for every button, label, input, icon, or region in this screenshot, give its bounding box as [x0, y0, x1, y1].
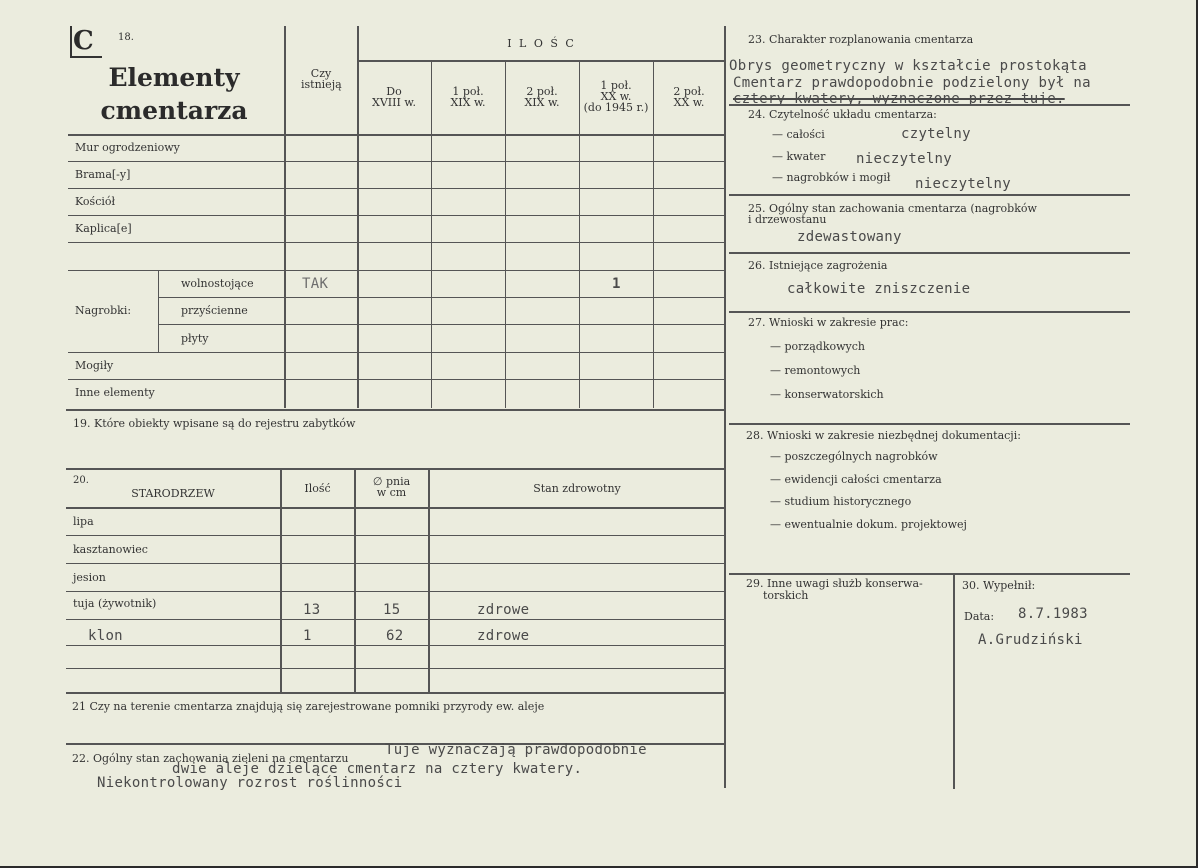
s27-item-1: — remontowych	[770, 364, 861, 377]
s24-kwater-label: — kwater	[772, 150, 826, 163]
grid-line	[729, 252, 1130, 254]
czy-istnieja-header: Czy istnieją	[301, 67, 342, 91]
row-label-mur: Mur ogrodzeniowy	[75, 141, 180, 154]
section-27-label: 27. Wnioski w zakresie prac:	[748, 316, 909, 329]
period-header-3: 1 poł. XX w. (do 1945 r.)	[583, 79, 649, 114]
period-header-2: 2 poł. XIX w.	[524, 85, 560, 109]
grid-line	[280, 468, 282, 692]
grid-line	[66, 645, 725, 646]
section-25-label-1: 25. Ogólny stan zachowania cmentarza (nagrobków	[748, 202, 1037, 215]
grid-line	[729, 573, 1130, 575]
grid-line	[68, 161, 725, 162]
section-19-label: 19. Które obiekty wpisane są do rejestru zabytków	[73, 417, 356, 430]
section-25-label-2: i drzewostanu	[748, 213, 827, 226]
grid-line	[66, 507, 725, 509]
grid-line	[68, 242, 725, 243]
pnia-column-header: ∅ pnia w cm	[372, 475, 411, 499]
tree-label-lipa: lipa	[73, 515, 94, 528]
tree-label-kasztanowiec: kasztanowiec	[73, 543, 148, 556]
grid-line	[357, 60, 725, 62]
grid-line	[66, 535, 725, 536]
entry-klon-ilosc: 1	[303, 628, 312, 644]
s28-item-2: — studium historycznego	[770, 495, 912, 508]
row-label-przyscienne: przyścienne	[181, 304, 248, 317]
row-label-kosciol: Kościół	[75, 195, 116, 208]
period-header-0: Do XVIII w.	[372, 85, 416, 109]
entry-zagrozenia: całkowite zniszczenie	[787, 281, 971, 297]
entry-s22-line2: dwie aleje dzielące cmentarz na cztery kwatery.	[172, 761, 583, 777]
grid-line	[68, 134, 725, 136]
entry-klon-stan: zdrowe	[477, 628, 530, 644]
entry-s22-line3: Niekontrolowany rozrost roślinności	[97, 775, 403, 791]
grid-line	[428, 468, 430, 692]
grid-line	[953, 573, 955, 789]
grid-line	[431, 60, 432, 408]
grid-line	[729, 194, 1130, 196]
grid-line	[505, 60, 506, 408]
s28-item-1: — ewidencji całości cmentarza	[770, 473, 942, 486]
data-label: Data:	[964, 610, 995, 623]
elements-title-line1: Elementy	[108, 63, 240, 92]
grid-line	[66, 468, 725, 470]
stan-zdrowotny-header: Stan zdrowotny	[533, 482, 621, 495]
section-20-number: 20.	[73, 475, 89, 486]
grid-line	[354, 468, 356, 692]
ilosc-header: I L O Ś C	[507, 37, 576, 50]
starodrzew-header: STARODRZEW	[131, 487, 215, 500]
grid-line	[729, 104, 1130, 106]
grid-line	[68, 215, 725, 216]
grid-line	[158, 324, 725, 325]
ilosc-column-header: Ilość	[304, 482, 331, 495]
section-30-label: 30. Wypełnił:	[962, 579, 1036, 592]
grid-line	[158, 297, 725, 298]
entry-wolnostojace-1pol-xx: 1	[612, 276, 621, 292]
s24-calosci-label: — całości	[772, 128, 825, 141]
elements-title-line2: cmentarza	[100, 96, 248, 125]
grid-line	[357, 26, 359, 408]
entry-s23-line2: Cmentarz prawdopodobnie podzielony był na	[733, 75, 1091, 91]
grid-line	[729, 423, 1130, 425]
s28-item-0: — poszczególnych nagrobków	[770, 450, 938, 463]
grid-line	[66, 692, 725, 694]
grid-line	[68, 379, 725, 380]
s28-item-3: — ewentualnie dokum. projektowej	[770, 518, 967, 531]
row-label-kaplica: Kaplica[e]	[75, 222, 132, 235]
grid-line	[68, 352, 725, 353]
entry-klon-pnia: 62	[386, 628, 404, 644]
entry-stan: zdewastowany	[797, 229, 902, 245]
grid-line	[66, 668, 725, 669]
grid-line	[66, 591, 725, 592]
section-23-label: 23. Charakter rozplanowania cmentarza	[748, 33, 974, 46]
entry-data: 8.7.1983	[1018, 606, 1088, 622]
entry-tuja-ilosc: 13	[303, 602, 321, 618]
entry-s22-line1: Tuje wyznaczają prawdopodobnie	[385, 742, 647, 758]
entry-s23-line3: cztery kwatery, wyznaczone przez tuje.	[733, 91, 1065, 107]
s27-item-2: — konserwatorskich	[770, 388, 884, 401]
tree-label-jesion: jesion	[73, 571, 106, 584]
grid-line	[68, 270, 725, 271]
s24-nagrobkow-label: — nagrobków i mogił	[772, 171, 891, 184]
row-label-mogily: Mogiły	[75, 359, 114, 372]
section-22-label: 22. Ogólny stan zachowania zieleni na cmentarzu	[72, 752, 349, 765]
section-29-label-1: 29. Inne uwagi służb konserwa-	[746, 577, 923, 590]
grid-line	[729, 311, 1130, 313]
section-24-label: 24. Czytelność układu cmentarza:	[748, 108, 937, 121]
grid-line	[66, 563, 725, 564]
row-label-plyty: płyty	[181, 332, 209, 345]
section-28-label: 28. Wnioski w zakresie niezbędnej dokumentacji:	[746, 429, 1021, 442]
section-29-label-2: torskich	[763, 589, 809, 602]
entry-s23-line1: Obrys geometryczny w kształcie prostokąta	[729, 58, 1087, 74]
grid-line	[158, 270, 159, 352]
entry-klon-name: klon	[88, 628, 123, 644]
row-label-wolnostojace: wolnostojące	[181, 277, 254, 290]
s27-item-0: — porządkowych	[770, 340, 865, 353]
section-21-label: 21 Czy na terenie cmentarza znajdują się zarejestrowane pomniki przyrody ew. aleje	[72, 700, 545, 713]
grid-line	[653, 60, 654, 408]
grid-line	[724, 26, 726, 788]
entry-calosci: czytelny	[901, 126, 971, 142]
entry-wolnostojace-istnieja: TAK	[302, 276, 329, 292]
grid-line	[66, 619, 725, 620]
entry-nagrobkow: nieczytelny	[915, 176, 1012, 192]
period-header-1: 1 poł. XIX w.	[450, 85, 486, 109]
entry-kwater: nieczytelny	[856, 151, 953, 167]
row-label-brama: Brama[-y]	[75, 168, 131, 181]
entry-wypelnil: A.Grudziński	[978, 632, 1083, 648]
section-letter: C	[73, 26, 94, 56]
grid-line	[68, 188, 725, 189]
grid-line	[66, 409, 725, 411]
section-number: 18.	[118, 32, 134, 43]
period-header-4: 2 poł. XX w.	[673, 85, 705, 109]
tree-label-tuja: tuja (żywotnik)	[73, 597, 157, 610]
entry-tuja-pnia: 15	[383, 602, 401, 618]
section-26-label: 26. Istniejące zagrożenia	[748, 259, 888, 272]
entry-tuja-stan: zdrowe	[477, 602, 530, 618]
row-label-inne: Inne elementy	[75, 386, 155, 399]
row-label-nagrobki: Nagrobki:	[75, 304, 132, 317]
